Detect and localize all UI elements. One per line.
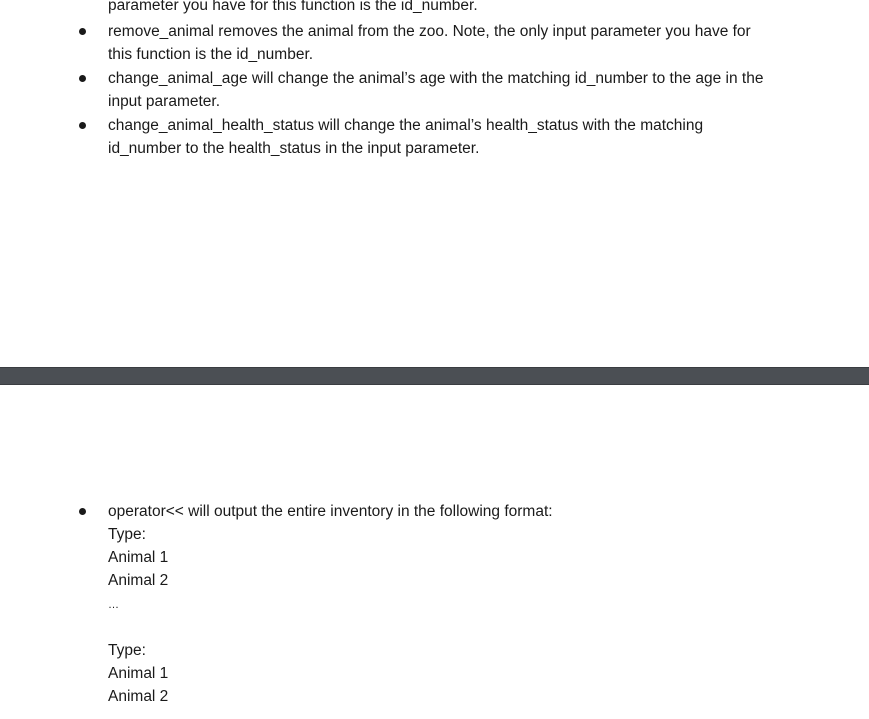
continuation-line: parameter you have for this function is the id_number. — [108, 0, 478, 14]
format-line: Animal 1 — [108, 665, 169, 682]
format-line: Animal 2 — [108, 572, 169, 589]
bullet-icon — [79, 28, 86, 35]
bullet-change-health-line-2: id_number to the health_status in the input parameter. — [108, 140, 480, 157]
bullet-remove-animal-line-1: remove_animal removes the animal from the zoo. Note, the only input parameter you have for — [108, 23, 751, 40]
format-line: Type: — [108, 526, 146, 543]
bullet-change-age-line-2: input parameter. — [108, 93, 221, 110]
bullet-operator-output: operator<< will output the entire inventory in the following format: — [108, 503, 553, 520]
bullet-change-health-line-1: change_animal_health_status will change the animal’s health_status with the matching — [108, 117, 704, 134]
page-separator — [0, 367, 869, 385]
bullet-icon — [79, 75, 86, 82]
format-line: Type: — [108, 642, 146, 659]
bullet-icon — [79, 508, 86, 515]
bullet-remove-animal-line-2: this function is the id_number. — [108, 46, 314, 63]
format-line: Animal 2 — [108, 688, 169, 705]
bullet-change-age-line-1: change_animal_age will change the animal’s age with the matching id_number to the age in the — [108, 70, 764, 87]
bullet-icon — [79, 122, 86, 129]
document-page-bottom — [0, 385, 869, 719]
format-ellipsis: … — [108, 599, 119, 611]
format-line: Animal 1 — [108, 549, 169, 566]
